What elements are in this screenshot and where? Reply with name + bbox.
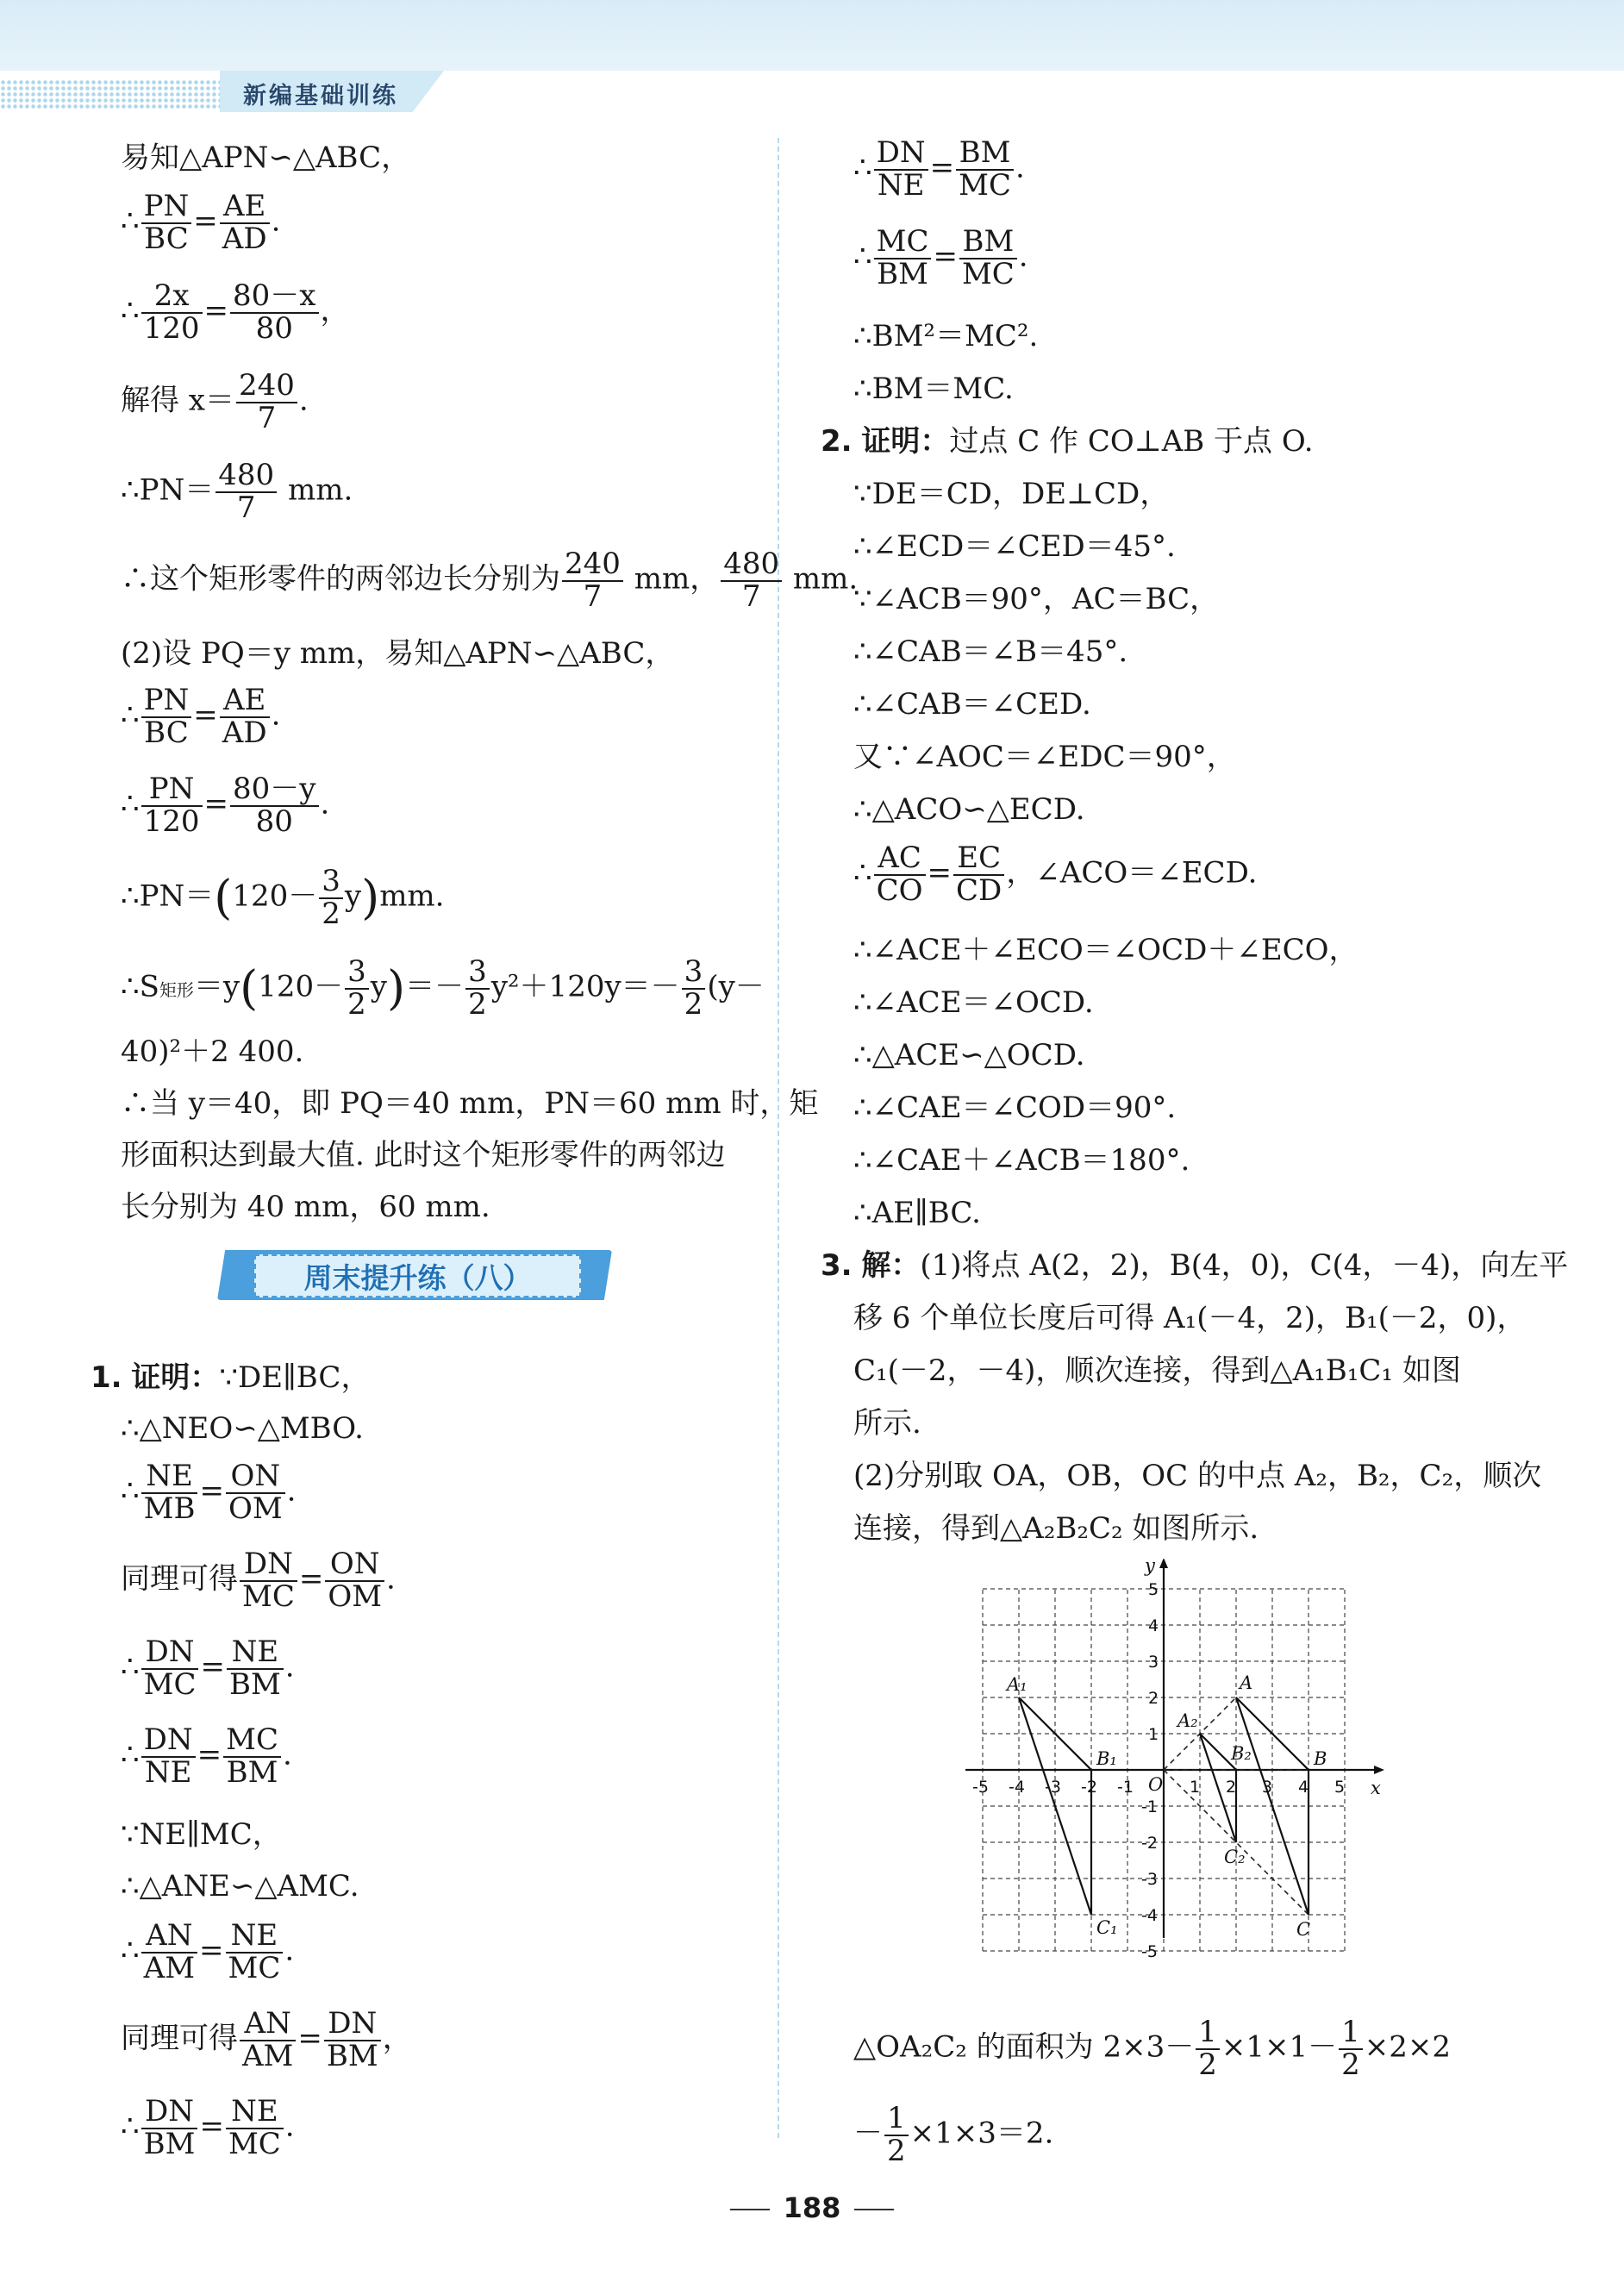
header-band (0, 0, 1624, 71)
area-equation: △OA₂C₂ 的面积为 2×3－ $\frac{1}{2}$ ×1×1－ $\frac{1}{2}$ ×2×2 (853, 2015, 1451, 2082)
solution-line: 长分别为 40 mm，60 mm. (121, 1190, 490, 1224)
solution-line: ∴BM²＝MC². (853, 319, 1039, 353)
solution-line: 解得 x＝ $\frac{240}{7}$ . (121, 368, 309, 435)
y-axis-arrow (1159, 1559, 1168, 1568)
fraction-equation: ∴ $\frac{DN}{BM}$ = $\frac{NE}{MC}$ . (121, 2094, 295, 2161)
solution-line: ∴△ACE∽△OCD. (853, 1038, 1085, 1072)
solution-line: ∴∠ACE＝∠OCD. (853, 985, 1094, 1020)
y-tick-label: 1 (1148, 1725, 1159, 1744)
solution-line: ∴△ACO∽△ECD. (853, 792, 1085, 827)
page-number: 188 (0, 2191, 1624, 2224)
solution-line: ∴△ANE∽△AMC. (121, 1869, 359, 1904)
point-label: C (1296, 1919, 1311, 1940)
y-axis-label: y (1145, 1559, 1155, 1576)
fraction-equation: ∴ $\frac{MC}{BM}$ = $\frac{BM}{MC}$ . (853, 224, 1028, 291)
x-tick-label: 3 (1262, 1778, 1273, 1797)
fraction-equation: 同理可得 $\frac{AN}{AM}$ = $\frac{DN}{BM}$ ， (121, 2006, 412, 2073)
solution-line: (2)设 PQ＝y mm，易知△APN∽△ABC， (121, 636, 675, 671)
section-banner-title: 周末提升练（八） (254, 1254, 581, 1297)
x-tick-label: 1 (1190, 1778, 1201, 1797)
solution-line: ∴S矩形＝y(120－ $\frac{3}{2}$ y)＝－ $\frac{3}{2}$ y²＋120y＝－ $\frac{3}{2}$ (y－ (121, 954, 765, 1022)
point-label: A (1240, 1672, 1253, 1693)
solution-line: ∴∠CAB＝∠CED. (853, 687, 1091, 722)
point-label: A₂ (1177, 1710, 1198, 1731)
solution-line: ∴当 y＝40，即 PQ＝40 mm，PN＝60 mm 时，矩 (121, 1086, 819, 1121)
fraction-equation: ∴ $\frac{NE}{MB}$ = $\frac{ON}{OM}$ . (121, 1459, 297, 1526)
solution-line: 形面积达到最大值. 此时这个矩形零件的两邻边 (121, 1138, 726, 1172)
x-tick-label: 5 (1334, 1778, 1346, 1797)
x-tick-label: -2 (1081, 1778, 1097, 1797)
x-tick-label: -4 (1009, 1778, 1025, 1797)
question-1-heading: 1. 证明：∵DE∥BC， (91, 1360, 371, 1395)
solution-line: ∴∠CAB＝∠B＝45°. (853, 635, 1128, 669)
solution-line: 移 6 个单位长度后可得 A₁(－4，2)，B₁(－2，0)， (853, 1301, 1527, 1335)
x-axis-label: x (1371, 1778, 1381, 1798)
x-tick-label: 4 (1298, 1778, 1309, 1797)
solution-line: (2)分别取 OA，OB，OC 的中点 A₂，B₂，C₂，顺次 (853, 1459, 1542, 1493)
solution-line: ∴∠ACE＋∠ECO＝∠OCD＋∠ECO， (853, 933, 1359, 967)
point-label: B₁ (1096, 1748, 1117, 1769)
solution-line: 连接，得到△A₂B₂C₂ 如图所示. (853, 1511, 1259, 1546)
y-tick-label: -3 (1141, 1870, 1158, 1889)
fraction-equation: ∴ $\frac{AC}{CO}$ = $\frac{EC}{CD}$ ，∠ACO＝∠ECD. (853, 841, 1258, 908)
y-tick-label: -1 (1141, 1797, 1158, 1816)
y-tick-label: 3 (1148, 1653, 1159, 1672)
solution-line: ∵NE∥MC， (121, 1817, 282, 1852)
y-tick-label: 2 (1148, 1689, 1159, 1708)
solution-line: ∵DE＝CD，DE⊥CD， (853, 477, 1170, 511)
solution-line: ∴这个矩形零件的两邻边长分别为 $\frac{240}{7}$ mm， $\frac{480}{7}$ mm. (121, 547, 859, 614)
solution-line: ∴PN＝ $\frac{480}{7}$ mm. (121, 458, 353, 525)
solution-line: 40)²＋2 400. (121, 1035, 304, 1069)
area-equation: － $\frac{1}{2}$ ×1×3＝2. (853, 2101, 1054, 2168)
x-axis-arrow (1374, 1766, 1384, 1774)
fraction-equation: ∴ $\frac{DN}{NE}$ = $\frac{BM}{MC}$ . (853, 135, 1025, 203)
solution-line: ∴PN＝(120－ $\frac{3}{2}$ y)mm. (121, 864, 445, 931)
y-tick-label: -5 (1141, 1942, 1158, 1961)
solution-line: ∵∠ACB＝90°，AC＝BC， (853, 582, 1220, 616)
origin-label: O (1148, 1774, 1164, 1795)
y-tick-label: 5 (1148, 1580, 1159, 1599)
fraction-equation: ∴ $\frac{PN}{BC}$ = $\frac{AE}{AD}$ . (121, 189, 281, 256)
fraction-equation: ∴ $\frac{2x}{120}$ = $\frac{80-x}{80}$ ， (121, 278, 350, 346)
solution-line: ∴∠CAE＋∠ACB＝180°. (853, 1143, 1190, 1178)
fraction-equation: ∴ $\frac{PN}{120}$ = $\frac{80-y}{80}$ . (121, 772, 330, 839)
fraction-equation: 同理可得 $\frac{DN}{MC}$ = $\frac{ON}{OM}$ . (121, 1547, 396, 1614)
x-tick-label: -1 (1117, 1778, 1134, 1797)
y-tick-label: -2 (1141, 1834, 1158, 1853)
solution-line: ∴∠ECD＝∠CED＝45°. (853, 529, 1176, 564)
point-label: A₁ (1007, 1674, 1027, 1695)
solution-line: 易知△APN∽△ABC， (121, 141, 411, 175)
question-2-heading: 2. 证明：过点 C 作 CO⊥AB 于点 O. (821, 424, 1314, 459)
solution-line: ∴∠CAE＝∠COD＝90°. (853, 1091, 1177, 1125)
fraction-equation: ∴ $\frac{DN}{MC}$ = $\frac{NE}{BM}$ . (121, 1635, 295, 1702)
solution-line: ∴AE∥BC. (853, 1196, 981, 1230)
point-label: C₂ (1224, 1847, 1246, 1867)
solution-line: 所示. (853, 1406, 921, 1441)
point-label: B₂ (1231, 1743, 1252, 1764)
solution-line: ∴△NEO∽△MBO. (121, 1411, 364, 1446)
header-title: 新编基础训练 (243, 83, 398, 109)
point-label: C₁ (1096, 1917, 1118, 1938)
y-tick-label: 4 (1148, 1616, 1159, 1635)
x-tick-label: -5 (972, 1778, 989, 1797)
header-dots (0, 79, 233, 109)
x-tick-label: -3 (1045, 1778, 1061, 1797)
x-tick-label: 2 (1226, 1778, 1237, 1797)
point-label: B (1314, 1748, 1327, 1769)
column-divider (778, 138, 779, 2138)
solution-line: 又∵∠AOC＝∠EDC＝90°， (853, 740, 1236, 774)
fraction-equation: ∴ $\frac{DN}{NE}$ = $\frac{MC}{BM}$ . (121, 1722, 292, 1790)
question-3-heading: 3. 解：(1)将点 A(2，2)，B(4，0)，C(4，－4)，向左平 (821, 1248, 1569, 1283)
solution-line: C₁(－2，－4)，顺次连接，得到△A₁B₁C₁ 如图 (853, 1353, 1461, 1388)
y-tick-label: -4 (1141, 1906, 1158, 1925)
solution-line: ∴BM＝MC. (853, 372, 1014, 406)
fraction-equation: ∴ $\frac{PN}{BC}$ = $\frac{AE}{AD}$ . (121, 683, 281, 750)
fraction-equation: ∴ $\frac{AN}{AM}$ = $\frac{NE}{MC}$ . (121, 1918, 295, 1985)
coordinate-figure (940, 1559, 1388, 1972)
